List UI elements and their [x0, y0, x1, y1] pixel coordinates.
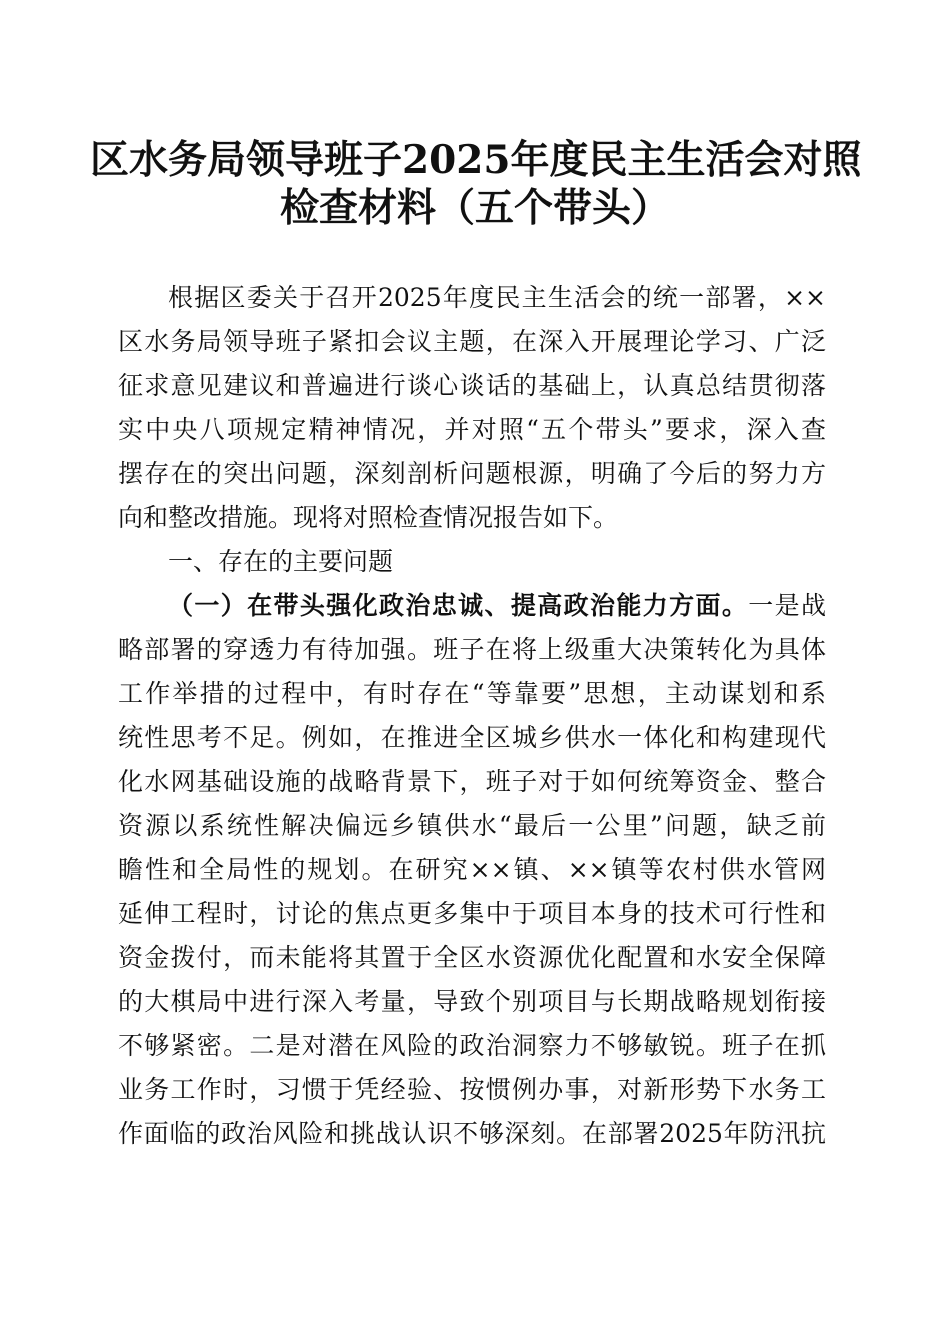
- subsection-first-line: [118, 584, 826, 628]
- document-title-line-1: 区水务局领导班子2025年度民主生活会对照: [90, 137, 862, 183]
- body-line: 略部署的穿透力有待加强。班子在将上级重大决策转化为具体: [118, 635, 826, 664]
- intro-line: 摆存在的突出问题，深刻剖析问题根源，明确了今后的努力方: [118, 459, 826, 488]
- body-line: 化水网基础设施的战略背景下，班子对于如何统筹资金、整合: [118, 767, 826, 796]
- intro-line: 根据区委关于召开2025年度民主生活会的统一部署，××: [168, 283, 826, 312]
- intro-line: 征求意见建议和普遍进行谈心谈话的基础上，认真总结贯彻落: [118, 371, 826, 400]
- intro-line: 实中央八项规定精神情况，并对照“五个带头”要求，深入查: [118, 415, 826, 444]
- document-title-line-2: 检查材料（五个带头）: [279, 185, 670, 231]
- body-line: 的大棋局中进行深入考量，导致个别项目与长期战略规划衔接: [118, 987, 826, 1016]
- subsection-heading: （一）在带头强化政治忠诚、提高政治能力方面。: [168, 591, 749, 620]
- body-line: 作面临的政治风险和挑战认识不够深刻。在部署2025年防汛抗: [118, 1119, 826, 1148]
- body-line: 统性思考不足。例如，在推进全区城乡供水一体化和构建现代: [118, 723, 826, 752]
- document-body: [118, 276, 826, 1156]
- subsection-first-line-rest: 一是战: [748, 591, 826, 620]
- body-line: 业务工作时，习惯于凭经验、按惯例办事，对新形势下水务工: [118, 1075, 826, 1104]
- body-line: 延伸工程时，讨论的焦点更多集中于项目本身的技术可行性和: [118, 899, 826, 928]
- body-line: 资源以系统性解决偏远乡镇供水“最后一公里”问题，缺乏前: [118, 811, 826, 840]
- intro-line: 区水务局领导班子紧扣会议主题，在深入开展理论学习、广泛: [118, 327, 826, 356]
- intro-line: 向和整改措施。现将对照检查情况报告如下。: [118, 503, 619, 532]
- body-line: 不够紧密。二是对潜在风险的政治洞察力不够敏锐。班子在抓: [118, 1031, 826, 1060]
- section-heading: 一、存在的主要问题: [168, 547, 394, 576]
- body-line: 资金拨付，而未能将其置于全区水资源优化配置和水安全保障: [118, 943, 826, 972]
- body-line: 瞻性和全局性的规划。在研究××镇、××镇等农村供水管网: [118, 855, 826, 884]
- body-line: 工作举措的过程中，有时存在“等靠要”思想，主动谋划和系: [118, 679, 826, 708]
